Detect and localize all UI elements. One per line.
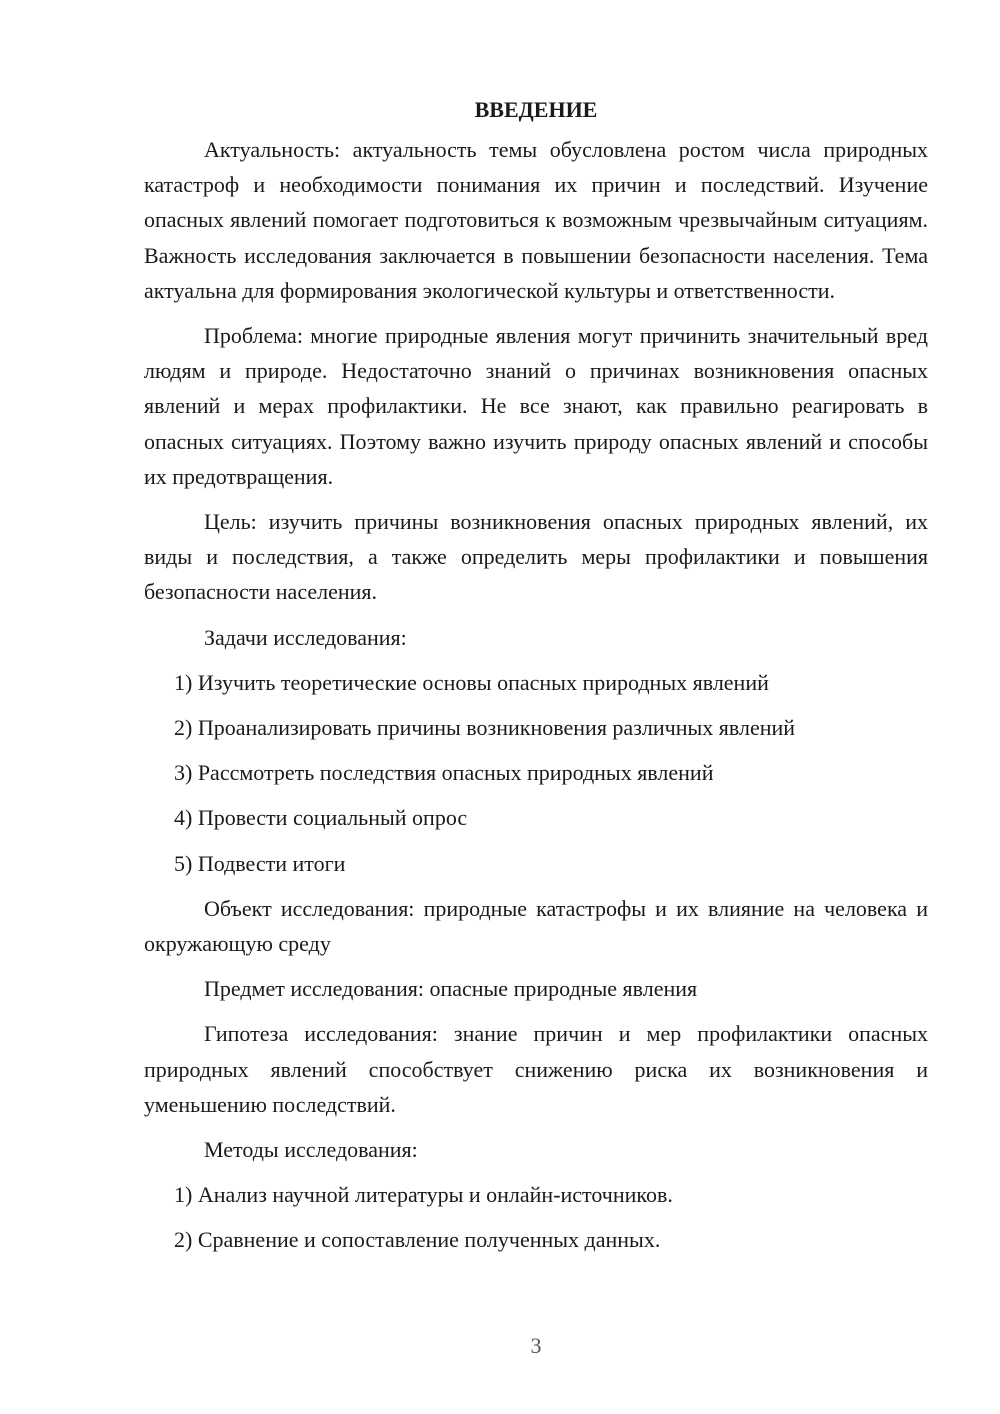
goal-paragraph: Цель: изучить причины возникновения опасных природных явлений, их виды и последствия, а также определить меры профилактики и повышения безопасности населения. [144,509,928,605]
list-item: 2) Проанализировать причины возникновения различных явлений [174,715,796,741]
subject-paragraph: Предмет исследования: опасные природные явления [204,976,698,1002]
tasks-heading: Задачи исследования: [204,624,407,650]
page-number: 3 [530,1333,542,1358]
list-item: 4) Провести социальный опрос [174,805,468,831]
list-item: 1) Анализ научной литературы и онлайн-источников. [174,1182,673,1208]
methods-heading: Методы исследования: [204,1137,418,1163]
list-item: 5) Подвести итоги [174,850,346,876]
page-title: ВВЕДЕНИЕ [474,97,598,122]
tasks-list [144,665,928,881]
list-item: 1) Изучить теоретические основы опасных природных явлений [174,669,769,695]
page-content [144,96,928,1268]
object-paragraph: Объект исследования: природные катастрофы и их влияние на человека и окружающую среду [144,895,928,957]
list-item: 3) Рассмотреть последствия опасных природных явлений [174,760,714,786]
methods-list [144,1177,928,1257]
relevance-paragraph: Актуальность: актуальность темы обусловлена ростом числа природных катастроф и необходимости понимания их причин и последствий. Изучение опасных явлений помогает подготовиться к возможным чрезвычайным ситуациям. Важность исследования заключается в повышении безопасности населения. Тема актуальна для формирования экологической культуры и ответственности. [144,137,928,303]
hypothesis-paragraph: Гипотеза исследования: знание причин и мер профилактики опасных природных явлений способствует снижению риска их возникновения и уменьшению последствий. [144,1021,928,1117]
problem-paragraph: Проблема: многие природные явления могут причинить значительный вред людям и природе. Недостаточно знаний о причинах возникновения опасных явлений и мерах профилактики. Не все знают, как правильно реагировать в опасных ситуациях. Поэтому важно изучить природу опасных явлений и способы их предотвращения. [144,323,928,489]
list-item: 2) Сравнение и сопоставление полученных данных. [174,1227,661,1253]
